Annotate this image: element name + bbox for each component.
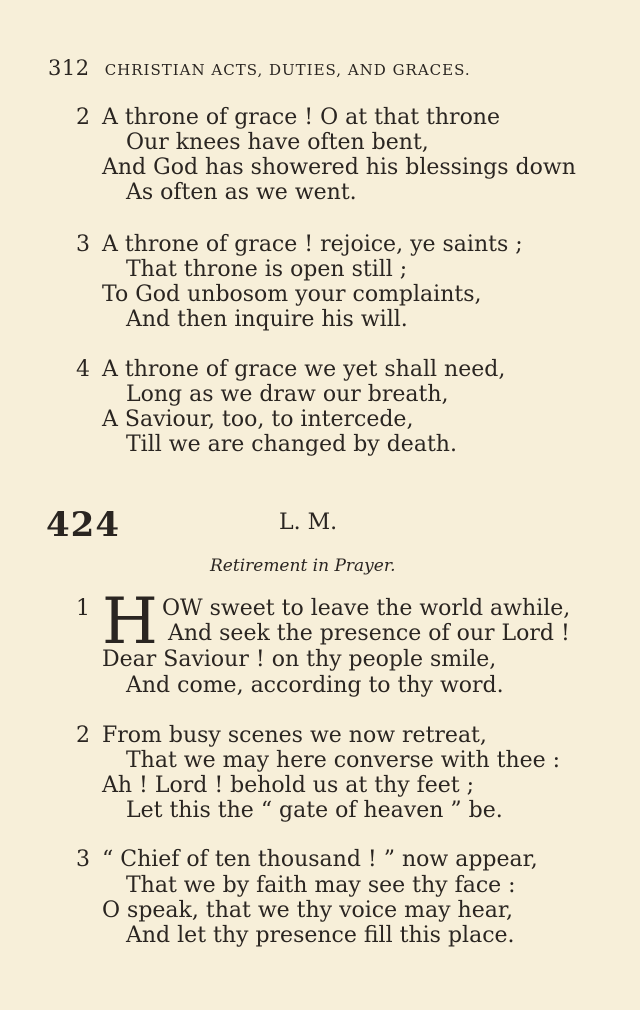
verse-line: Dear Saviour ! on thy people smile,: [102, 647, 497, 672]
verse-line: A Saviour, too, to intercede,: [102, 407, 414, 432]
page-header: [48, 56, 548, 80]
verse-line: Let this the “ gate of heaven ” be.: [126, 798, 503, 823]
verse-line: And come, according to thy word.: [126, 673, 504, 698]
page-number: 312: [48, 56, 90, 80]
verse-line: OW sweet to leave the world awhile,: [162, 596, 571, 621]
verse-line: O speak, that we thy voice may hear,: [102, 898, 513, 923]
verse-number: 3: [76, 232, 90, 257]
verse-line: And God has showered his blessings down: [102, 155, 576, 180]
verse-line: Ah ! Lord ! behold us at thy feet ;: [102, 773, 475, 798]
verse-number: 2: [76, 723, 90, 748]
verse-line: Till we are changed by death.: [126, 432, 457, 457]
verse-number: 4: [76, 357, 90, 382]
verse-line: Our knees have often bent,: [126, 130, 429, 155]
hymn-title: Retirement in Prayer.: [210, 556, 396, 576]
verse-line: That throne is open still ;: [126, 257, 408, 282]
drop-cap: H: [102, 585, 158, 659]
verse-line: And then inquire his will.: [126, 307, 408, 332]
verse-number: 3: [76, 847, 90, 872]
verse-line: From busy scenes we now retreat,: [102, 723, 487, 748]
verse-number: 1: [76, 596, 90, 621]
verse-number: 2: [76, 105, 90, 130]
verse-line: A throne of grace ! rejoice, ye saints ;: [102, 232, 523, 257]
running-title: CHRISTIAN ACTS, DUTIES, AND GRACES.: [104, 61, 471, 79]
verse-line: “ Chief of ten thousand ! ” now appear,: [102, 847, 538, 872]
verse-line: And seek the presence of our Lord !: [168, 621, 570, 646]
verse-line: And let thy presence fill this place.: [126, 923, 515, 948]
verse-line: A throne of grace ! O at that throne: [102, 105, 500, 130]
verse-line: As often as we went.: [126, 180, 357, 205]
hymn-number: 424: [46, 505, 120, 545]
verse-line: To God unbosom your complaints,: [102, 282, 482, 307]
verse-line: That we by faith may see thy face :: [126, 873, 516, 898]
verse-line: A throne of grace we yet shall need,: [102, 357, 506, 382]
hymn-meter: L. M.: [279, 510, 338, 535]
verse-line: That we may here converse with thee :: [126, 748, 561, 773]
verse-line: Long as we draw our breath,: [126, 382, 449, 407]
